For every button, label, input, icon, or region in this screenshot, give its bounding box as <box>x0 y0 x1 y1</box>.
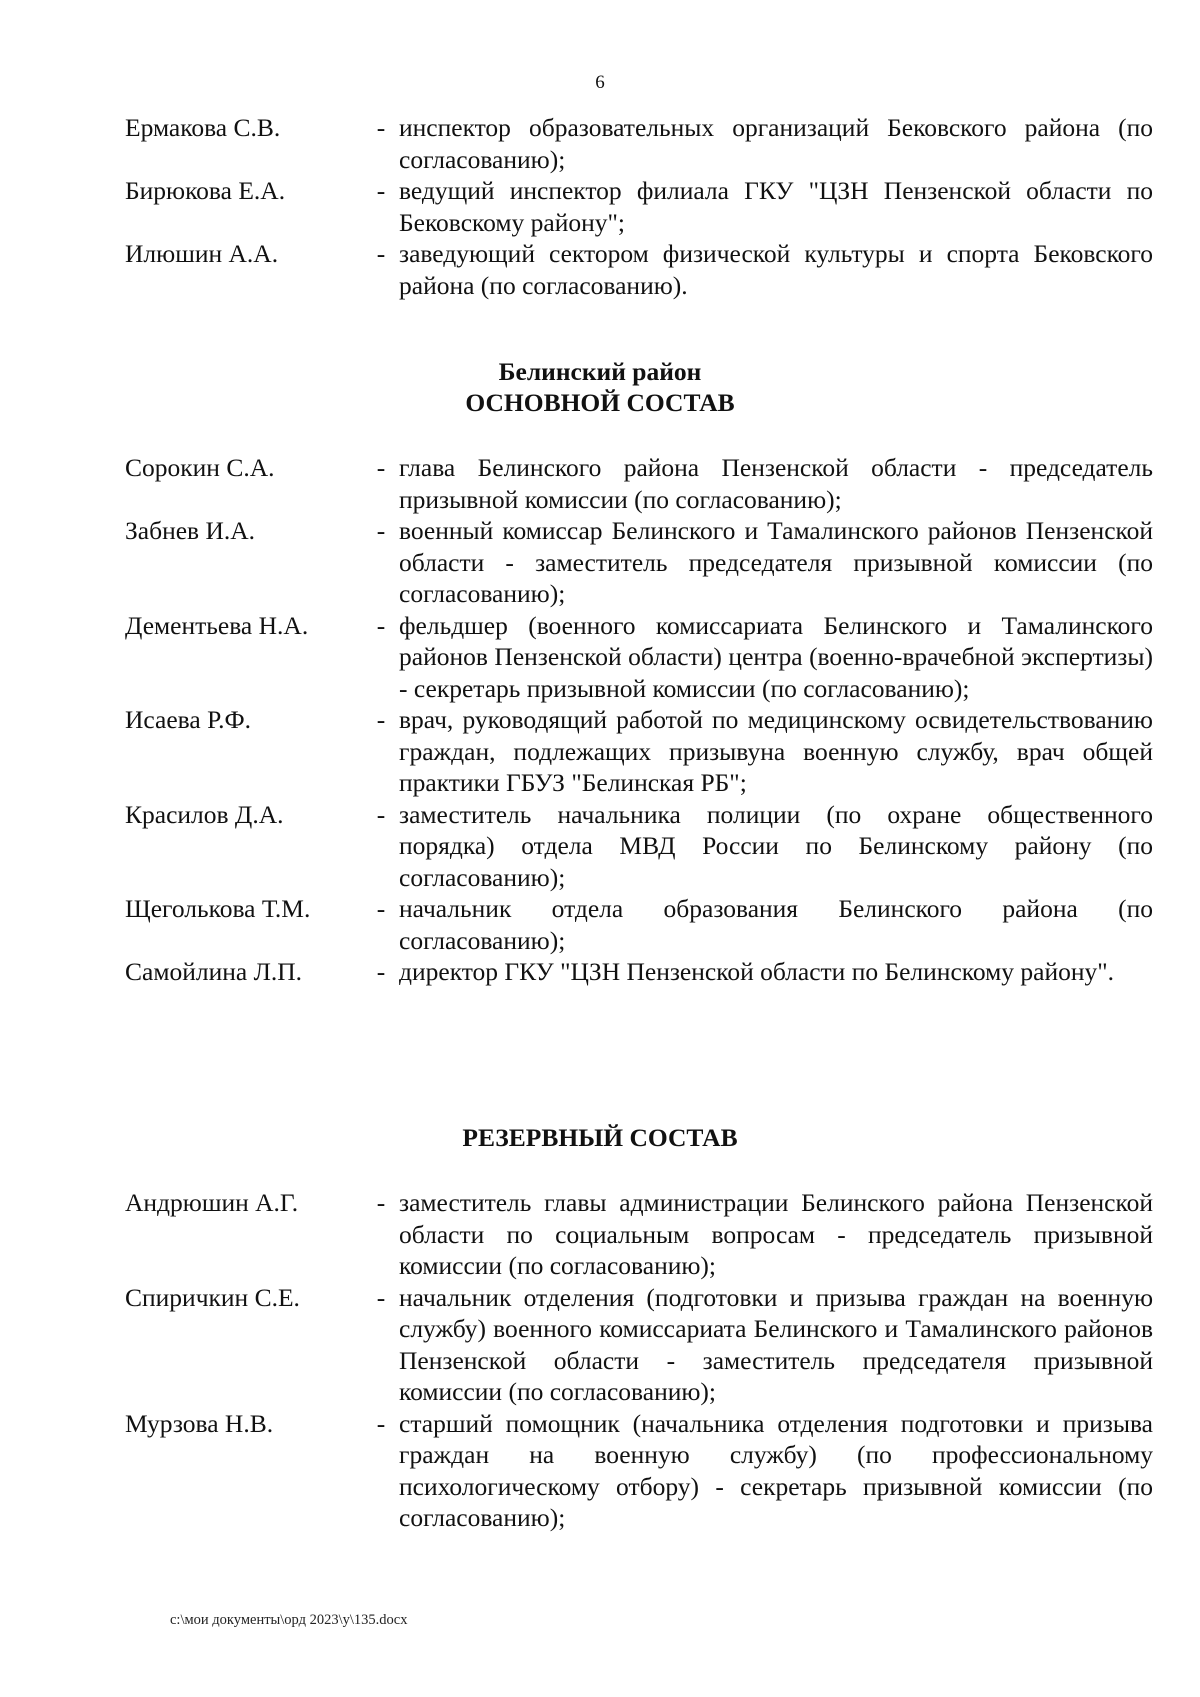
member-name: Бирюкова Е.А. <box>125 176 286 205</box>
member-name: Илюшин А.А. <box>125 239 279 268</box>
member-role: заведующий сектором физической культуры и спорта Бековского района (по согласованию). <box>399 239 1153 300</box>
dash: - <box>376 894 386 923</box>
list-item <box>125 956 1153 988</box>
member-name: Забнев И.А. <box>125 516 256 545</box>
member-role: врач, руководящий работой по медицинскому освидетельствованию граждан, подлежащих призывуна военную службу, врач общей практики ГБУЗ "Белинская РБ"; <box>399 705 1153 797</box>
dash: - <box>376 239 386 268</box>
list-item <box>125 515 1153 610</box>
district-title: Белинский район <box>498 357 702 386</box>
dash: - <box>376 1282 386 1312</box>
member-name: Исаева Р.Ф. <box>125 705 251 734</box>
member-role: заместитель начальника полиции (по охране общественного порядка) отдела МВД России по Белинскому району (по согласованию); <box>399 799 1153 892</box>
member-name: Мурзова Н.В. <box>125 1408 274 1438</box>
file-path-footer: c:\мои документы\орд 2023\у\135.docx <box>170 1612 408 1628</box>
dash: - <box>376 610 386 640</box>
main-composition-list <box>125 452 1153 988</box>
member-role: директор ГКУ "ЦЗН Пензенской области по Белинскому району". <box>399 957 1115 986</box>
member-name: Красилов Д.А. <box>125 799 284 829</box>
member-role: заместитель главы администрации Белинского района Пензенской области по социальным вопросам - председатель призывной комиссии (по согласованию); <box>399 1188 1153 1280</box>
list-item <box>125 238 1153 301</box>
member-name: Щеголькова Т.М. <box>125 894 311 923</box>
dash: - <box>376 705 386 734</box>
list-item <box>125 704 1153 799</box>
main-composition-heading: ОСНОВНОЙ СОСТАВ <box>465 388 735 417</box>
member-role: начальник отдела образования Белинского района (по согласованию); <box>399 894 1153 955</box>
dash: - <box>376 799 386 829</box>
member-name: Сорокин С.А. <box>125 453 275 482</box>
dash: - <box>376 516 386 545</box>
list-item <box>125 1187 1153 1282</box>
member-name: Андрюшин А.Г. <box>125 1188 299 1217</box>
member-role: старший помощник (начальника отделения подготовки и призыва граждан на военную службу) (по профессиональному психологическому отбору) - секретарь призывной комиссии (по согласованию); <box>399 1408 1153 1532</box>
list-item <box>125 610 1153 705</box>
list-item <box>125 175 1153 238</box>
member-name: Спиричкин С.Е. <box>125 1282 300 1312</box>
dash: - <box>376 1188 386 1217</box>
list-item <box>125 452 1153 515</box>
member-role: инспектор образовательных организаций Бековского района (по согласованию); <box>399 113 1153 174</box>
reserve-composition-list <box>125 1187 1153 1534</box>
list-item <box>125 1282 1153 1408</box>
list-item <box>125 893 1153 956</box>
member-role: начальник отделения (подготовки и призыва граждан на военную службу) военного комиссариата Белинского и Тамалинского районов Пензенской области - заместитель председателя призывной комиссии (по согласованию); <box>399 1282 1153 1406</box>
prev-section-list <box>125 112 1153 301</box>
list-item <box>125 799 1153 894</box>
dash: - <box>376 1408 386 1438</box>
dash: - <box>376 453 386 482</box>
member-name: Дементьева Н.А. <box>125 610 309 640</box>
page-number: 6 <box>595 72 605 93</box>
dash: - <box>376 957 386 986</box>
reserve-composition-heading: РЕЗЕРВНЫЙ СОСТАВ <box>462 1123 738 1152</box>
member-role: глава Белинского района Пензенской области - председатель призывной комиссии (по согласованию); <box>399 453 1153 514</box>
list-item <box>125 112 1153 175</box>
member-role: ведущий инспектор филиала ГКУ "ЦЗН Пензенской области по Бековскому району"; <box>399 176 1153 237</box>
member-name: Самойлина Л.П. <box>125 957 303 986</box>
member-role: фельдшер (военного комиссариата Белинского и Тамалинского районов Пензенской области) центра (военно-врачебной экспертизы) - секретарь призывной комиссии (по согласованию); <box>399 610 1153 703</box>
member-role: военный комиссар Белинского и Тамалинского районов Пензенской области - заместитель председателя призывной комиссии (по согласованию); <box>399 516 1153 608</box>
dash: - <box>376 113 386 142</box>
member-name: Ермакова С.В. <box>125 113 281 142</box>
dash: - <box>376 176 386 205</box>
list-item <box>125 1408 1153 1534</box>
